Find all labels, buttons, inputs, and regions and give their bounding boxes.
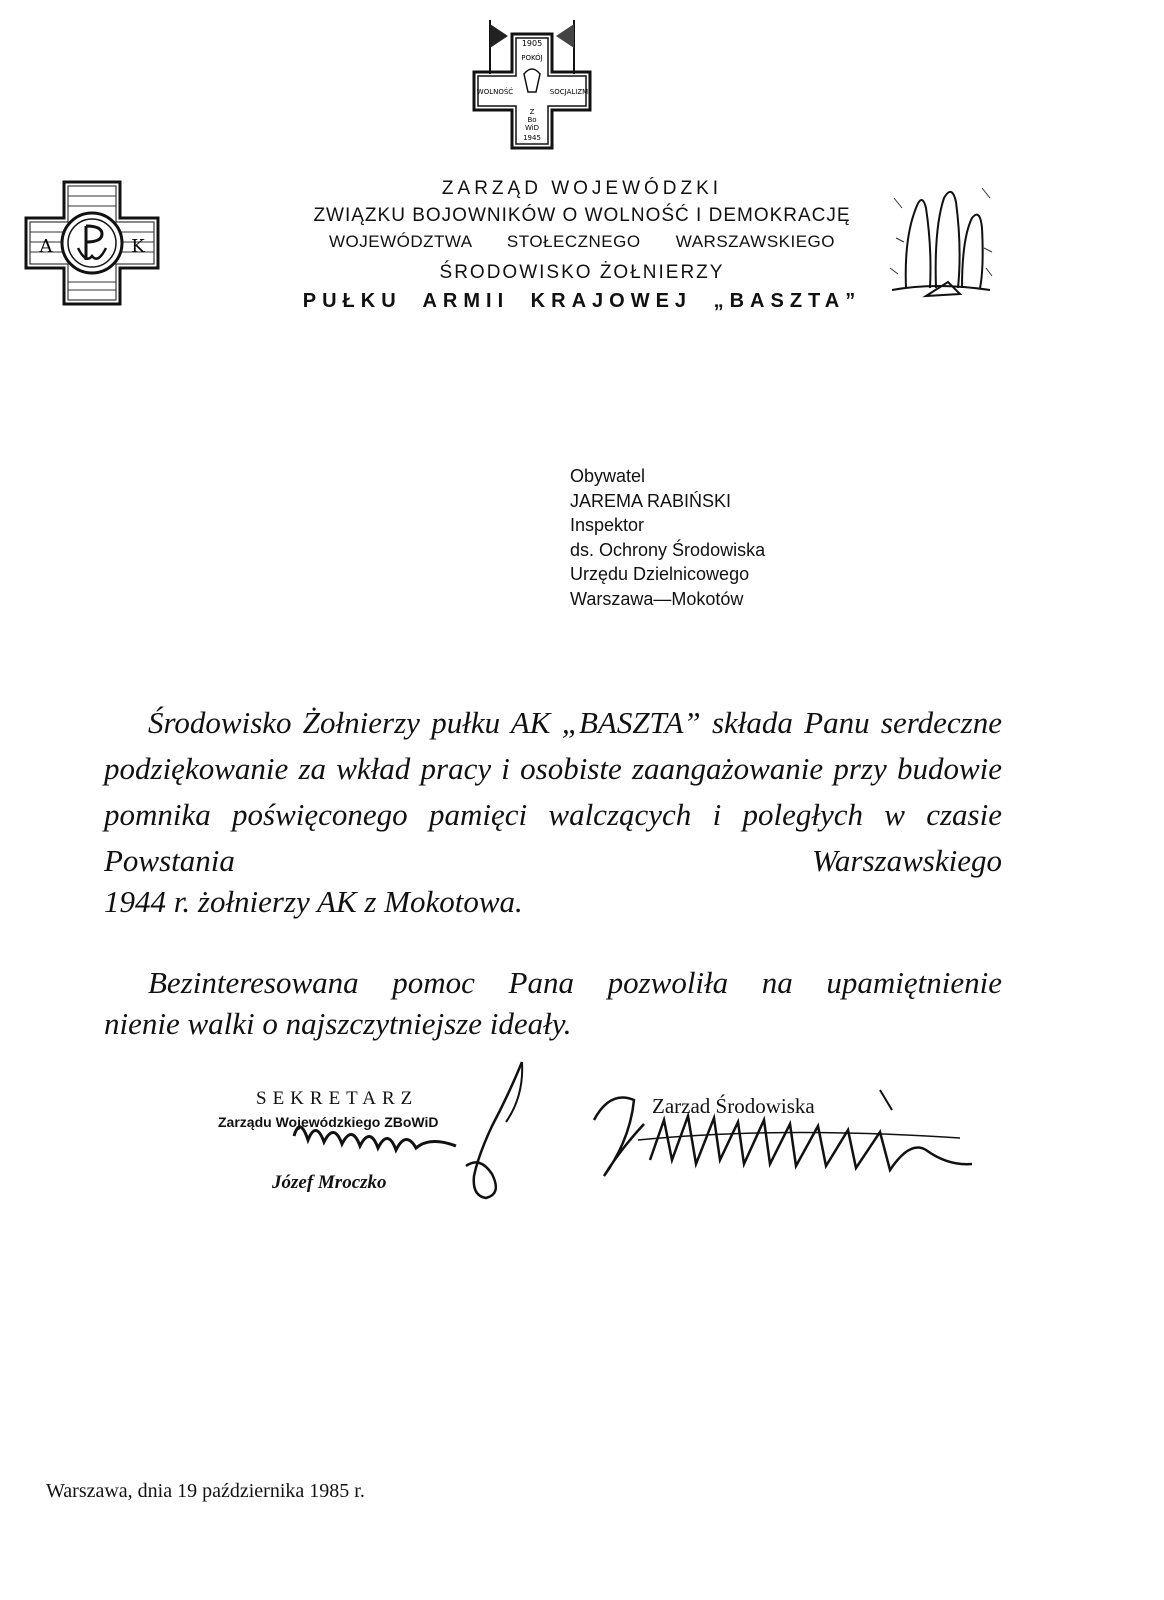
letterhead-line-1: ZARZĄD WOJEWÓDZKI: [441, 178, 723, 199]
addressee-name: JAREMA RABIŃSKI: [570, 490, 732, 511]
letterhead-line-3: WOJEWÓDZTWA STOŁECZNEGO WARSZAWSKIEGO: [328, 232, 836, 251]
letterhead-line-2: ZWIĄZKU BOJOWNIKÓW O WOLNOŚĆ I DEMOKRACJĘ: [313, 205, 851, 226]
emblem-word-wid: WiD: [524, 124, 540, 132]
emblem-word-wolnosc: WOLNOŚĆ: [476, 88, 514, 96]
addressee-block: [570, 464, 765, 611]
addressee-office: Urzędu Dzielnicowego: [570, 564, 750, 584]
addressee-district: Warszawa—Mokotów: [570, 588, 744, 609]
signature-left-title: SEKRETARZ: [256, 1088, 419, 1109]
body-paragraph-2: Bezinteresowana pomoc Pana pozwoliła na upamiętnienie: [148, 965, 1002, 1000]
emblem-letter-a: A: [39, 236, 53, 257]
handwritten-signature-right: [580, 1080, 1000, 1190]
signature-left-subtitle: Zarządu Wojewódzkiego ZBoWiD: [218, 1114, 439, 1130]
signature-left-name: Józef Mroczko: [272, 1172, 387, 1193]
emblem-word-pokoj: POKÓJ: [521, 54, 543, 62]
place-and-date: Warszawa, dnia 19 października 1985 r.: [46, 1480, 365, 1502]
body-paragraph-1-last-line: 1944 r. żołnierzy AK z Mokotowa.: [104, 884, 523, 919]
addressee-department: ds. Ochrony Środowiska: [570, 539, 766, 560]
body-paragraph-2-last-line: nienie walki o najszczytniejsze ideały.: [104, 1006, 572, 1041]
addressee-salutation: Obywatel: [570, 466, 646, 486]
emblem-years-top: 1905: [521, 39, 543, 48]
emblem-letter-z: Z: [529, 108, 535, 116]
emblem-letter-k: K: [131, 236, 145, 257]
emblem-word-bo: Bo: [527, 116, 537, 124]
letterhead-line-4: ŚRODOWISKO ŻOŁNIERZY: [439, 262, 725, 283]
zbowid-emblem: [462, 14, 602, 154]
addressee-position: Inspektor: [570, 515, 645, 535]
body-paragraph-1: Środowisko Żołnierzy pułku AK „BASZTA” składa Panu serdeczne podziękowanie za wkład pracy i osobiste zaangażowanie przy budowie pomnika poświęconego pamięci walczących i poległych w czasie Powstania Warszawskiego: [104, 705, 1002, 878]
signature-right-title: Zarzad Środowiska: [652, 1094, 815, 1118]
emblem-word-socjalizm: SOCJALIZM: [549, 88, 589, 96]
handwritten-signature-left: [260, 1056, 540, 1206]
emblem-years-bottom: 1945: [523, 134, 541, 142]
letterhead-line-5: PUŁKU ARMII KRAJOWEJ „BASZTA”: [302, 290, 862, 312]
